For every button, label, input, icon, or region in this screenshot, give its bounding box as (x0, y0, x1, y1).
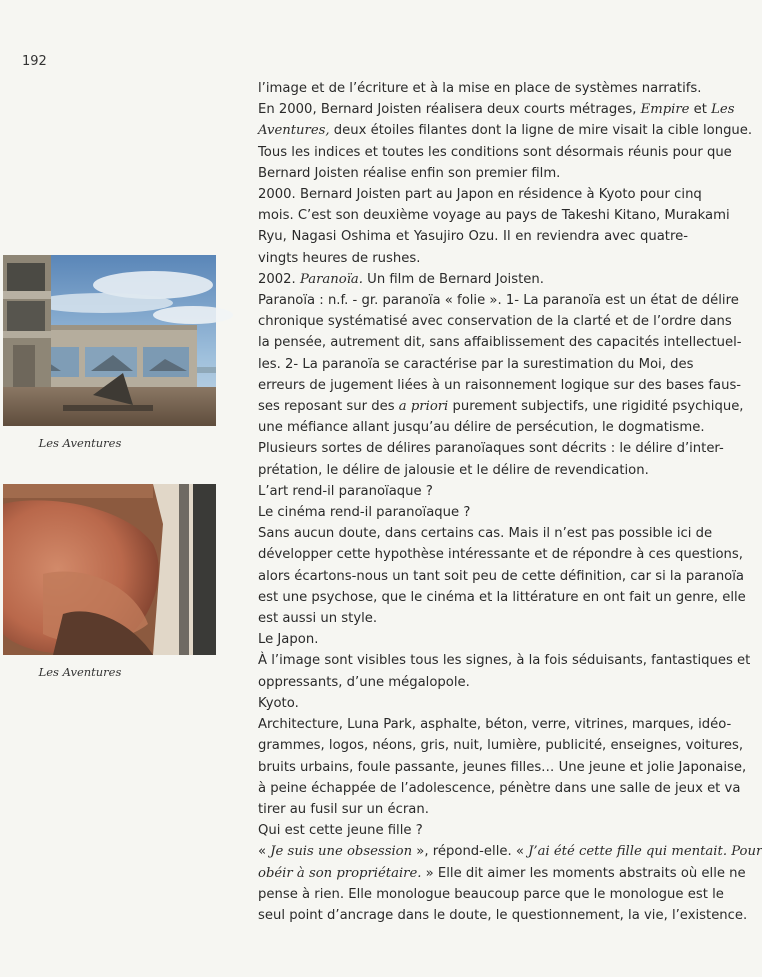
text-line (258, 629, 688, 650)
text-line (258, 99, 735, 120)
text-span: la pensée, autrement dit, sans affaiblissement des capacités intellectuel- (258, 335, 742, 351)
text-line (258, 481, 688, 502)
text-span: ses reposant sur des (258, 399, 399, 415)
text-line (258, 120, 753, 141)
text-span: L’art rend-il paranoïaque ? (258, 483, 433, 499)
text-line (258, 566, 744, 587)
text-line (258, 863, 746, 884)
text-line (258, 757, 747, 778)
italic-span: obéir à son propriétaire. (258, 865, 422, 881)
text-span: tirer au fusil sur un écran. (258, 801, 429, 817)
text-span: erreurs de jugement liées à un raisonnement logique sur des bases faus- (258, 377, 742, 393)
text-span: les. 2- La paranoïa se caractérise par la surestimation du Moi, des (258, 356, 694, 372)
text-line (258, 608, 688, 629)
text-span: Sans aucun doute, dans certains cas. Mais il n’est pas possible ici de (258, 526, 713, 542)
text-span: En 2000, Bernard Joisten réalisera deux courts métrages, (258, 102, 641, 118)
italic-span: Paranoïa. (299, 271, 363, 287)
italic-span: Aventures, (258, 123, 330, 139)
text-line (258, 354, 694, 375)
text-span: est aussi un style. (258, 611, 378, 627)
italic-span: a priori (398, 399, 449, 415)
italic-span: Empire (640, 102, 690, 118)
text-span: Tous les indices et toutes les conditions sont désormais réunis pour que (258, 144, 732, 160)
text-line (258, 396, 744, 417)
text-line (258, 735, 744, 756)
text-span: l’image et de l’écriture et à la mise en place de systèmes narratifs. (258, 81, 702, 96)
film-still-building (3, 255, 216, 426)
text-span: Architecture, Luna Park, asphalte, béton, verre, vitrines, marques, idéo- (258, 717, 732, 733)
text-line (258, 184, 702, 205)
text-line (258, 693, 688, 714)
text-line (258, 460, 688, 481)
figure-caption: Les Aventures (38, 436, 122, 450)
text-line (258, 142, 732, 163)
text-span: Bernard Joisten réalise enfin son premier film. (258, 165, 561, 181)
text-line (258, 672, 688, 693)
text-span: grammes, logos, néons, gris, nuit, lumière, publicité, enseignes, voitures, (258, 738, 744, 754)
text-line (258, 905, 748, 926)
text-line (258, 587, 746, 608)
text-line (258, 248, 688, 269)
text-span: purement subjectifs, une rigidité psychique, (448, 399, 744, 415)
text-line (258, 714, 732, 735)
text-line (258, 502, 688, 523)
text-line (258, 884, 724, 905)
text-span: alors écartons-nous un tant soit peu de cette définition, car si la paranoïa (258, 568, 744, 584)
text-line (258, 290, 739, 311)
text-span: Ryu, Nagasi Oshima et Yasujiro Ozu. Il en reviendra avec quatre- (258, 229, 688, 245)
text-span: 2002. (258, 271, 300, 287)
text-line (258, 269, 688, 290)
text-span: 2000. Bernard Joisten part au Japon en résidence à Kyoto pour cinq (258, 187, 702, 203)
text-span: Paranoïa : n.f. - gr. paranoïa « folie ». 1- La paranoïa est un état de délire (258, 293, 739, 309)
text-span: « (258, 844, 271, 860)
text-line (258, 163, 688, 184)
page-number: 192 (22, 54, 47, 69)
text-line (258, 523, 713, 544)
text-span: Qui est cette jeune fille ? (258, 823, 423, 839)
text-line (258, 311, 732, 332)
text-span: une méfiance allant jusqu’au délire de persécution, le dogmatisme. (258, 420, 705, 436)
text-span: », répond-elle. « (412, 844, 529, 860)
text-line (258, 438, 724, 459)
text-line (258, 332, 742, 353)
text-span: seul point d’ancrage dans le doute, le questionnement, la vie, l’existence. (258, 907, 748, 923)
text-span: prétation, le délire de jalousie et le délire de revendication. (258, 462, 649, 478)
figure-caption: Les Aventures (38, 665, 122, 679)
film-still-figure (3, 484, 216, 655)
text-line (258, 226, 688, 247)
text-span: deux étoiles filantes dont la ligne de mire visait la cible longue. (329, 123, 753, 139)
text-span: est une psychose, que le cinéma et la littérature en ont fait un genre, elle (258, 589, 746, 605)
text-span: Le Japon. (258, 632, 319, 648)
text-span: à peine échappée de l’adolescence, pénètre dans une salle de jeux et va (258, 780, 741, 796)
text-span: pense à rien. Elle monologue beaucoup parce que le monologue est le (258, 886, 724, 902)
text-span: vingts heures de rushes. (258, 250, 421, 266)
text-span: bruits urbains, foule passante, jeunes filles… Une jeune et jolie Japonaise, (258, 759, 747, 775)
text-span: Kyoto. (258, 695, 299, 711)
text-span: oppressants, d’une mégalopole. (258, 674, 470, 690)
text-span: Le cinéma rend-il paranoïaque ? (258, 505, 471, 521)
text-line (258, 820, 688, 841)
text-line (258, 778, 741, 799)
text-line (258, 544, 743, 565)
italic-span: Les (711, 102, 735, 118)
text-line (258, 375, 742, 396)
text-line (258, 205, 730, 226)
italic-span: J’ai été cette fille qui mentait. Pour (528, 844, 762, 860)
text-line (258, 78, 702, 99)
italic-span: Je suis une obsession (270, 844, 413, 860)
body-text (258, 78, 762, 926)
text-line (258, 799, 688, 820)
text-span: chronique systématisé avec conservation de la clarté et de l’ordre dans (258, 314, 732, 330)
text-span: Plusieurs sortes de délires paranoïaques sont décrits : le délire d’inter- (258, 441, 724, 457)
text-span: » Elle dit aimer les moments abstraits où elle ne (421, 865, 746, 881)
text-span: développer cette hypothèse intéressante et de répondre à ces questions, (258, 547, 743, 563)
text-line (258, 650, 751, 671)
text-line (258, 841, 762, 862)
text-span: mois. C’est son deuxième voyage au pays de Takeshi Kitano, Murakami (258, 208, 730, 224)
text-span: À l’image sont visibles tous les signes, à la fois séduisants, fantastiques et (258, 653, 751, 669)
text-line (258, 417, 705, 438)
text-span: et (689, 102, 712, 118)
text-span: Un film de Bernard Joisten. (362, 271, 544, 287)
